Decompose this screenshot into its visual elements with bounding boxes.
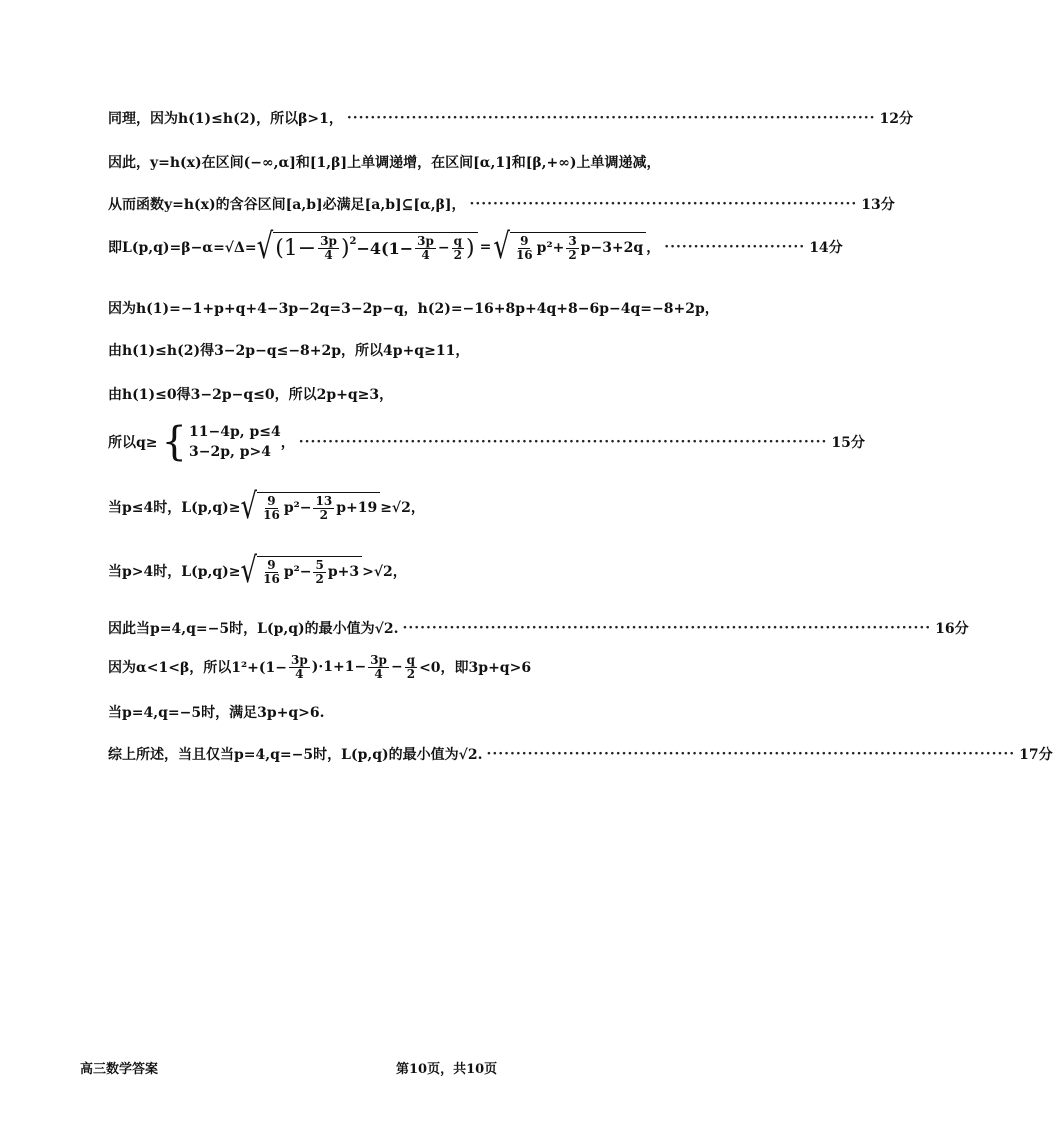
line-10-suffix: >√2， (362, 563, 407, 580)
fraction: $\frac{9}{16}$ (515, 234, 533, 262)
line-13 (108, 702, 710, 722)
score-label: 12分 (879, 111, 913, 127)
sqrt-expression-4: √ $\frac{9}{16}$ p²− $\frac{5}{2}$ p+3 (241, 556, 363, 585)
line-4: 即L(p,q)=β−α=√Δ= √ (1− $\frac{3p}{4}$ ) $^2$ −4(1− $\frac{3p}{4}$ − $\frac{q}{2}$ ) = √ $\frac{9}{16}$ p²+ $\frac{3}{2}$ p−3+2q ， ························ 14分 (108, 226, 843, 267)
fraction: $\frac{q}{2}$ (406, 653, 416, 681)
line-2 (108, 152, 710, 172)
line-3 (108, 194, 895, 214)
score-label: 13分 (861, 197, 895, 213)
fraction: $\frac{3}{2}$ (568, 234, 577, 262)
line-2-text: 因此，y=h(x)在区间(−∞,α]和[1,β]上单调递增，在区间[α,1]和[β,+∞)上单调递减， (108, 155, 661, 171)
line-12-prefix: 因为α<1<β，所以1²+(1− (108, 660, 287, 677)
score-label: 16分 (935, 621, 969, 637)
line-3-text: 从而函数y=h(x)的含谷区间[a,b]必满足[a,b]⊆[α,β]， (108, 197, 466, 213)
line-8-prefix: 所以q≥ (108, 435, 158, 452)
score-label: 17分 (1019, 747, 1053, 763)
radical-sign: √ (493, 226, 510, 267)
dot-leader: ·························································································· (346, 110, 876, 126)
dot-leader: ·························································································· (486, 746, 1016, 762)
radical-sign: √ (240, 486, 258, 527)
score-label: 15分 (831, 435, 865, 452)
line-11-text: 因此当p=4,q=−5时，L(p,q)的最小值为√2. (108, 621, 399, 637)
line-9-prefix: 当p≤4时，L(p,q)≥ (108, 499, 241, 516)
dot-leader: ·································································· (469, 196, 858, 212)
line-9 (108, 486, 710, 527)
piecewise-cases (161, 419, 281, 466)
case-2: 3−2p, p>4 (188, 444, 271, 461)
footer-left: 高三数学答案 (80, 1062, 159, 1077)
fraction: $\frac{3p}{4}$ (370, 653, 387, 681)
line-10 (108, 550, 710, 591)
line-13-text: 当p=4,q=−5时，满足3p+q>6. (108, 705, 325, 721)
line-5 (108, 298, 719, 318)
line-6 (108, 340, 710, 360)
line-1-text: 同理，因为h(1)≤h(2)，所以β>1， (108, 111, 343, 127)
left-brace-icon: { (161, 419, 187, 466)
case-1: 11−4p, p≤4 (188, 424, 281, 440)
fraction: $\frac{9}{16}$ (263, 558, 280, 586)
line-14-text: 综上所述，当且仅当p=4,q=−5时，L(p,q)的最小值为√2. (108, 747, 483, 763)
fraction: $\frac{3p}{4}$ (417, 234, 434, 262)
dot-leader: ·························································································· (402, 620, 932, 636)
sqrt-expression-3: √ $\frac{9}{16}$ p²− $\frac{13}{2}$ p+19 (241, 492, 381, 521)
fraction: $\frac{13}{2}$ (315, 494, 333, 522)
line-12-mid: )·1+1− (311, 659, 367, 676)
radical-sign: √ (256, 226, 274, 267)
dot-leader: ························ (664, 238, 806, 255)
fraction: $\frac{3p}{4}$ (290, 653, 308, 681)
line-8: 所以q≥ { 11−4p, p≤4 3−2p, p>4 ， ·························································································· 15分 (108, 419, 865, 466)
fraction: $\frac{9}{16}$ (263, 494, 280, 522)
line-10-prefix: 当p>4时，L(p,q)≥ (108, 563, 241, 580)
line-7 (108, 384, 710, 404)
radical-sign: √ (240, 550, 258, 591)
line-5-text: 因为h(1)=−1+p+q+4−3p−2q=3−2p−q，h(2)=−16+8p+4q+8−6p−4q=−8+2p， (108, 301, 719, 317)
sqrt-expression-1: √ (1− $\frac{3p}{4}$ ) $^2$ −4(1− $\frac{3p}{4}$ − $\frac{q}{2}$ ) (257, 232, 478, 261)
line-12-suffix: <0，即3p+q>6 (419, 660, 532, 677)
fraction: $\frac{q}{2}$ (453, 234, 463, 262)
line-1 (108, 108, 913, 128)
dot-leader: ·························································································· (298, 434, 828, 451)
score-label: 14分 (809, 239, 843, 256)
footer-page-number: 第10页，共10页 (396, 1062, 498, 1077)
line-9-suffix: ≥√2， (380, 499, 425, 516)
line-11 (108, 618, 969, 638)
line-6-text: 由h(1)≤h(2)得3−2p−q≤−8+2p，所以4p+q≥11， (108, 343, 470, 359)
fraction: $\frac{5}{2}$ (315, 558, 324, 586)
line-14 (108, 744, 1053, 764)
line-12: 因为α<1<β，所以1²+(1− $\frac{3p}{4}$ )·1+1− $\frac{3p}{4}$ − $\frac{q}{2}$ <0，即3p+q>6 (108, 653, 532, 681)
line-4-prefix: 即L(p,q)=β−α=√Δ= (108, 239, 257, 256)
sqrt-expression-2: √ $\frac{9}{16}$ p²+ $\frac{3}{2}$ p−3+2q (493, 232, 646, 261)
fraction: $\frac{3p}{4}$ (320, 234, 337, 262)
line-7-text: 由h(1)≤0得3−2p−q≤0，所以2p+q≥3， (108, 387, 394, 403)
